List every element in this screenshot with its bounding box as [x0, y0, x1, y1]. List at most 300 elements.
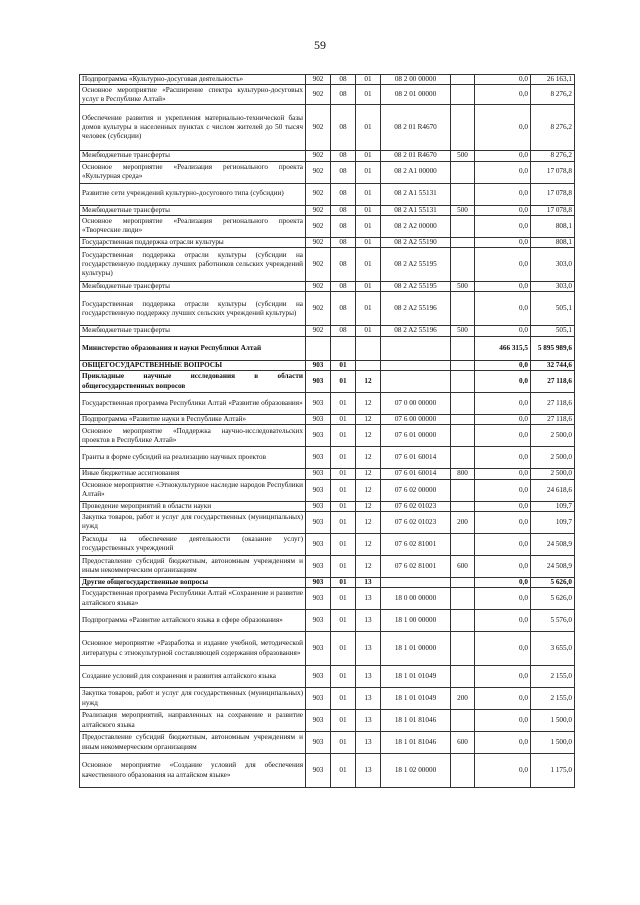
- cell-amount-2: 808,1: [531, 237, 575, 247]
- cell-ved: 903: [306, 469, 331, 479]
- cell-target-article: 18 1 01 00000: [381, 632, 451, 666]
- cell-expense-type: [451, 447, 475, 469]
- cell-expense-type: [451, 533, 475, 555]
- row-name: Другие общегосударственные вопросы: [80, 577, 306, 587]
- table-row: [80, 666, 575, 688]
- cell-target-article: 18 1 02 00000: [381, 754, 451, 788]
- cell-subsection: 13: [356, 666, 381, 688]
- cell-target-article: 07 6 00 00000: [381, 415, 451, 425]
- row-name: Предоставление субсидий бюджетным, автономным учреждениям и иным некоммерческим организациям: [80, 555, 306, 577]
- cell-amount-1: 0,0: [475, 610, 531, 632]
- cell-expense-type: [451, 371, 475, 393]
- budget-table: [79, 74, 575, 788]
- cell-subsection: 12: [356, 425, 381, 447]
- cell-subsection: 01: [356, 205, 381, 215]
- table-row: [80, 415, 575, 425]
- row-name: Министерство образования и науки Республики Алтай: [80, 336, 306, 360]
- cell-expense-type: [451, 248, 475, 282]
- cell-expense-type: 600: [451, 555, 475, 577]
- cell-subsection: [356, 336, 381, 360]
- cell-ved: 903: [306, 688, 331, 710]
- table-row: [80, 710, 575, 732]
- cell-target-article: 18 1 01 81046: [381, 732, 451, 754]
- cell-target-article: [381, 360, 451, 370]
- cell-expense-type: 500: [451, 282, 475, 292]
- table-row: [80, 292, 575, 326]
- cell-target-article: 07 6 02 81001: [381, 555, 451, 577]
- table-row: [80, 371, 575, 393]
- cell-ved: 903: [306, 371, 331, 393]
- cell-target-article: 18 1 00 00000: [381, 610, 451, 632]
- row-name: Гранты в форме субсидий на реализацию научных проектов: [80, 447, 306, 469]
- cell-section: 01: [331, 501, 356, 511]
- row-name: Основное мероприятие «Разработка и издание учебной, методической литературы с этнокультурной составляющей содержания образования»: [80, 632, 306, 666]
- table-row: [80, 632, 575, 666]
- cell-section: 01: [331, 393, 356, 415]
- table-row: [80, 688, 575, 710]
- cell-amount-1: 0,0: [475, 415, 531, 425]
- cell-target-article: 07 6 02 00000: [381, 479, 451, 501]
- cell-subsection: 01: [356, 151, 381, 161]
- cell-expense-type: [451, 105, 475, 151]
- cell-expense-type: 500: [451, 326, 475, 336]
- cell-amount-1: 0,0: [475, 479, 531, 501]
- cell-expense-type: [451, 610, 475, 632]
- table-row: [80, 469, 575, 479]
- cell-section: 08: [331, 105, 356, 151]
- cell-amount-1: 0,0: [475, 511, 531, 533]
- table-row: [80, 205, 575, 215]
- cell-ved: 902: [306, 215, 331, 237]
- cell-section: 01: [331, 732, 356, 754]
- table-row: [80, 282, 575, 292]
- table-row: [80, 393, 575, 415]
- cell-amount-2: 808,1: [531, 215, 575, 237]
- cell-target-article: 08 2 01 R4670: [381, 105, 451, 151]
- table-row: [80, 555, 575, 577]
- table-row: [80, 732, 575, 754]
- cell-amount-2: 8 276,2: [531, 85, 575, 105]
- cell-ved: 903: [306, 555, 331, 577]
- row-name: Развитие сети учреждений культурно-досугового типа (субсидии): [80, 183, 306, 205]
- table-row: [80, 501, 575, 511]
- cell-expense-type: [451, 393, 475, 415]
- cell-expense-type: [451, 237, 475, 247]
- cell-ved: 903: [306, 511, 331, 533]
- cell-subsection: 13: [356, 688, 381, 710]
- row-name: Создание условий для сохранения и развития алтайского языка: [80, 666, 306, 688]
- cell-section: 01: [331, 533, 356, 555]
- cell-amount-2: 2 500,0: [531, 447, 575, 469]
- cell-amount-2: 2 500,0: [531, 425, 575, 447]
- cell-amount-1: 0,0: [475, 151, 531, 161]
- cell-subsection: 13: [356, 577, 381, 587]
- table-row: [80, 151, 575, 161]
- cell-amount-2: 303,0: [531, 248, 575, 282]
- table-row: [80, 577, 575, 587]
- cell-target-article: 08 2 A2 55196: [381, 292, 451, 326]
- cell-subsection: 13: [356, 632, 381, 666]
- cell-section: 01: [331, 577, 356, 587]
- cell-target-article: 07 6 02 01023: [381, 511, 451, 533]
- cell-expense-type: 800: [451, 469, 475, 479]
- row-name: Иные бюджетные ассигнования: [80, 469, 306, 479]
- cell-amount-2: 109,7: [531, 501, 575, 511]
- cell-ved: 902: [306, 292, 331, 326]
- cell-expense-type: [451, 292, 475, 326]
- cell-section: 08: [331, 282, 356, 292]
- cell-amount-2: 27 118,6: [531, 415, 575, 425]
- cell-subsection: 12: [356, 555, 381, 577]
- cell-expense-type: [451, 632, 475, 666]
- table-row: [80, 447, 575, 469]
- cell-ved: 903: [306, 632, 331, 666]
- cell-subsection: 01: [356, 215, 381, 237]
- cell-amount-2: 5 626,0: [531, 588, 575, 610]
- row-name: Государственная поддержка отрасли культуры (субсидии на государственную поддержку лучших работников сельских учреждений культуры): [80, 248, 306, 282]
- cell-amount-1: 0,0: [475, 469, 531, 479]
- cell-section: 01: [331, 415, 356, 425]
- table-row: [80, 237, 575, 247]
- cell-ved: 903: [306, 447, 331, 469]
- cell-amount-1: 0,0: [475, 393, 531, 415]
- cell-target-article: 08 2 01 00000: [381, 85, 451, 105]
- cell-section: 08: [331, 161, 356, 183]
- row-name: Основное мероприятие «Создание условий для обеспечения качественного образования на алтайском языке»: [80, 754, 306, 788]
- cell-subsection: 01: [356, 85, 381, 105]
- cell-amount-2: 303,0: [531, 282, 575, 292]
- table-row: [80, 533, 575, 555]
- cell-amount-1: 0,0: [475, 360, 531, 370]
- cell-amount-1: 0,0: [475, 215, 531, 237]
- cell-ved: 902: [306, 161, 331, 183]
- cell-amount-1: 0,0: [475, 555, 531, 577]
- cell-subsection: 01: [356, 237, 381, 247]
- cell-amount-2: 505,1: [531, 292, 575, 326]
- cell-section: 01: [331, 425, 356, 447]
- cell-ved: 902: [306, 326, 331, 336]
- cell-amount-2: 1 500,0: [531, 732, 575, 754]
- cell-amount-1: 0,0: [475, 588, 531, 610]
- cell-amount-2: 24 618,6: [531, 479, 575, 501]
- cell-section: 08: [331, 151, 356, 161]
- cell-amount-1: 0,0: [475, 75, 531, 85]
- cell-target-article: 07 6 01 60014: [381, 469, 451, 479]
- row-name: Закупка товаров, работ и услуг для государственных (муниципальных) нужд: [80, 688, 306, 710]
- cell-ved: [306, 336, 331, 360]
- table-row: [80, 360, 575, 370]
- cell-amount-1: 0,0: [475, 501, 531, 511]
- cell-amount-2: 27 118,6: [531, 393, 575, 415]
- cell-amount-1: 0,0: [475, 161, 531, 183]
- cell-section: 01: [331, 371, 356, 393]
- cell-target-article: 07 0 00 00000: [381, 393, 451, 415]
- row-name: Основное мероприятие «Поддержка научно-исследовательских проектов в Республике Алтай»: [80, 425, 306, 447]
- cell-amount-1: 0,0: [475, 710, 531, 732]
- cell-section: 08: [331, 183, 356, 205]
- cell-amount-2: 17 078,8: [531, 161, 575, 183]
- table-row: [80, 336, 575, 360]
- cell-subsection: 01: [356, 161, 381, 183]
- row-name: Подпрограмма «Развитие алтайского языка в сфере образования»: [80, 610, 306, 632]
- cell-target-article: [381, 336, 451, 360]
- cell-amount-1: 0,0: [475, 533, 531, 555]
- cell-amount-2: 24 508,9: [531, 533, 575, 555]
- cell-target-article: 08 2 A2 00000: [381, 215, 451, 237]
- cell-amount-2: 1 175,0: [531, 754, 575, 788]
- cell-section: 01: [331, 479, 356, 501]
- cell-subsection: 12: [356, 415, 381, 425]
- cell-amount-1: 0,0: [475, 577, 531, 587]
- cell-amount-1: 0,0: [475, 425, 531, 447]
- cell-amount-2: 8 276,2: [531, 105, 575, 151]
- cell-section: 01: [331, 710, 356, 732]
- cell-target-article: [381, 577, 451, 587]
- cell-subsection: 12: [356, 469, 381, 479]
- cell-ved: 903: [306, 393, 331, 415]
- row-name: Основное мероприятие «Реализация регионального проекта «Творческие люди»: [80, 215, 306, 237]
- cell-amount-2: 3 655,0: [531, 632, 575, 666]
- table-row: [80, 425, 575, 447]
- cell-ved: 903: [306, 588, 331, 610]
- cell-amount-2: 17 078,8: [531, 183, 575, 205]
- cell-amount-1: 0,0: [475, 237, 531, 247]
- cell-expense-type: [451, 336, 475, 360]
- table-row: [80, 248, 575, 282]
- cell-target-article: 08 2 A1 55131: [381, 205, 451, 215]
- table-row: [80, 479, 575, 501]
- cell-ved: 903: [306, 501, 331, 511]
- row-name: Подпрограмма «Культурно-досуговая деятельность»: [80, 75, 306, 85]
- cell-amount-1: 0,0: [475, 371, 531, 393]
- table-row: [80, 326, 575, 336]
- cell-section: 01: [331, 666, 356, 688]
- cell-expense-type: [451, 183, 475, 205]
- cell-target-article: 08 2 A2 55196: [381, 326, 451, 336]
- cell-target-article: 18 0 00 00000: [381, 588, 451, 610]
- cell-section: [331, 336, 356, 360]
- cell-expense-type: 500: [451, 151, 475, 161]
- cell-target-article: 07 6 02 81001: [381, 533, 451, 555]
- cell-expense-type: [451, 479, 475, 501]
- cell-ved: 903: [306, 577, 331, 587]
- cell-amount-2: 27 118,6: [531, 371, 575, 393]
- cell-amount-1: 0,0: [475, 85, 531, 105]
- cell-subsection: 01: [356, 183, 381, 205]
- cell-amount-2: 17 078,8: [531, 205, 575, 215]
- cell-ved: 902: [306, 237, 331, 247]
- cell-amount-2: 5 576,0: [531, 610, 575, 632]
- row-name: Основное мероприятие «Расширение спектра культурно-досуговых услуг в Республике Алтай»: [80, 85, 306, 105]
- cell-ved: 903: [306, 732, 331, 754]
- cell-amount-2: 32 744,6: [531, 360, 575, 370]
- cell-expense-type: 200: [451, 511, 475, 533]
- table-row: [80, 105, 575, 151]
- cell-section: 01: [331, 632, 356, 666]
- cell-subsection: 12: [356, 371, 381, 393]
- cell-amount-2: 505,1: [531, 326, 575, 336]
- cell-section: 08: [331, 248, 356, 282]
- cell-expense-type: [451, 577, 475, 587]
- cell-ved: 902: [306, 282, 331, 292]
- cell-subsection: 01: [356, 75, 381, 85]
- cell-target-article: 08 2 A1 00000: [381, 161, 451, 183]
- cell-section: 08: [331, 292, 356, 326]
- cell-target-article: 07 6 01 60014: [381, 447, 451, 469]
- table-row: [80, 610, 575, 632]
- cell-amount-1: 0,0: [475, 754, 531, 788]
- cell-expense-type: 200: [451, 688, 475, 710]
- cell-section: 01: [331, 688, 356, 710]
- table-row: [80, 754, 575, 788]
- row-name: Межбюджетные трансферты: [80, 326, 306, 336]
- cell-expense-type: [451, 666, 475, 688]
- cell-ved: 903: [306, 479, 331, 501]
- page-number: 59: [314, 38, 326, 52]
- row-name: Проведение мероприятий в области науки: [80, 501, 306, 511]
- cell-section: 08: [331, 215, 356, 237]
- row-name: ОБЩЕГОСУДАРСТВЕННЫЕ ВОПРОСЫ: [80, 360, 306, 370]
- cell-amount-1: 0,0: [475, 447, 531, 469]
- cell-expense-type: [451, 85, 475, 105]
- cell-subsection: 13: [356, 588, 381, 610]
- cell-expense-type: [451, 425, 475, 447]
- table-row: [80, 511, 575, 533]
- cell-target-article: 08 2 A1 55131: [381, 183, 451, 205]
- cell-expense-type: [451, 501, 475, 511]
- cell-expense-type: 500: [451, 205, 475, 215]
- cell-amount-1: 0,0: [475, 282, 531, 292]
- cell-ved: 902: [306, 85, 331, 105]
- cell-subsection: 01: [356, 248, 381, 282]
- row-name: Государственная поддержка отрасли культуры: [80, 237, 306, 247]
- cell-subsection: 12: [356, 501, 381, 511]
- cell-target-article: 08 2 A2 55195: [381, 282, 451, 292]
- cell-section: 01: [331, 511, 356, 533]
- cell-expense-type: [451, 161, 475, 183]
- row-name: Закупка товаров, работ и услуг для государственных (муниципальных) нужд: [80, 511, 306, 533]
- cell-ved: 902: [306, 105, 331, 151]
- cell-subsection: 13: [356, 710, 381, 732]
- cell-subsection: 13: [356, 610, 381, 632]
- cell-section: 01: [331, 610, 356, 632]
- row-name: Основное мероприятие «Реализация регионального проекта «Культурная среда»: [80, 161, 306, 183]
- cell-section: 01: [331, 588, 356, 610]
- cell-section: 08: [331, 205, 356, 215]
- cell-section: 08: [331, 85, 356, 105]
- table-row: [80, 183, 575, 205]
- cell-expense-type: [451, 415, 475, 425]
- cell-subsection: 12: [356, 479, 381, 501]
- row-name: Государственная программа Республики Алтай «Развитие образования»: [80, 393, 306, 415]
- cell-subsection: 12: [356, 393, 381, 415]
- cell-subsection: 13: [356, 732, 381, 754]
- cell-expense-type: [451, 710, 475, 732]
- cell-expense-type: [451, 754, 475, 788]
- cell-ved: 902: [306, 151, 331, 161]
- cell-section: 01: [331, 469, 356, 479]
- table-row: [80, 75, 575, 85]
- cell-amount-1: 0,0: [475, 292, 531, 326]
- cell-amount-1: 0,0: [475, 248, 531, 282]
- cell-amount-1: 0,0: [475, 688, 531, 710]
- cell-target-article: 08 2 A2 55195: [381, 248, 451, 282]
- cell-subsection: 01: [356, 292, 381, 326]
- row-name: Предоставление субсидий бюджетным, автономным учреждениям и иным некоммерческим организациям: [80, 732, 306, 754]
- cell-amount-1: 466 315,5: [475, 336, 531, 360]
- cell-subsection: 01: [356, 282, 381, 292]
- cell-subsection: 12: [356, 511, 381, 533]
- cell-ved: 903: [306, 360, 331, 370]
- cell-expense-type: 600: [451, 732, 475, 754]
- cell-subsection: 12: [356, 447, 381, 469]
- cell-subsection: 13: [356, 754, 381, 788]
- row-name: Реализация мероприятий, направленных на сохранение и развитие алтайского языка: [80, 710, 306, 732]
- cell-target-article: [381, 371, 451, 393]
- cell-subsection: 01: [356, 326, 381, 336]
- row-name: Подпрограмма «Развитие науки в Республике Алтай»: [80, 415, 306, 425]
- cell-amount-2: 2 155,0: [531, 666, 575, 688]
- row-name: Государственная программа Республики Алтай «Сохранение и развитие алтайского языка»: [80, 588, 306, 610]
- cell-ved: 903: [306, 754, 331, 788]
- cell-amount-1: 0,0: [475, 732, 531, 754]
- cell-ved: 903: [306, 666, 331, 688]
- cell-target-article: 18 1 01 01049: [381, 688, 451, 710]
- cell-amount-2: 5 895 989,6: [531, 336, 575, 360]
- cell-expense-type: [451, 215, 475, 237]
- cell-amount-2: 24 508,9: [531, 555, 575, 577]
- table-row: [80, 85, 575, 105]
- row-name: Обеспечение развития и укрепления материально-технической базы домов культуры в населенных пунктах с числом жителей до 50 тысяч человек (субсидии): [80, 105, 306, 151]
- row-name: Государственная поддержка отрасли культуры (субсидии на государственную поддержку лучших сельских учреждений культуры): [80, 292, 306, 326]
- cell-target-article: 08 2 01 R4670: [381, 151, 451, 161]
- cell-amount-2: 109,7: [531, 511, 575, 533]
- cell-ved: 902: [306, 75, 331, 85]
- table-row: [80, 588, 575, 610]
- cell-ved: 902: [306, 248, 331, 282]
- cell-target-article: 07 6 02 01023: [381, 501, 451, 511]
- row-name: Межбюджетные трансферты: [80, 151, 306, 161]
- cell-section: 08: [331, 237, 356, 247]
- cell-section: 01: [331, 555, 356, 577]
- cell-amount-1: 0,0: [475, 632, 531, 666]
- row-name: Расходы на обеспечение деятельности (оказание услуг) государственных учреждений: [80, 533, 306, 555]
- row-name: Основное мероприятие «Этнокультурное наследие народов Республики Алтай»: [80, 479, 306, 501]
- cell-ved: 903: [306, 533, 331, 555]
- cell-amount-2: 26 163,1: [531, 75, 575, 85]
- cell-subsection: 12: [356, 533, 381, 555]
- cell-amount-2: 5 626,0: [531, 577, 575, 587]
- cell-ved: 903: [306, 425, 331, 447]
- cell-amount-1: 0,0: [475, 183, 531, 205]
- table-row: [80, 161, 575, 183]
- cell-expense-type: [451, 75, 475, 85]
- cell-amount-1: 0,0: [475, 105, 531, 151]
- cell-section: 01: [331, 447, 356, 469]
- cell-amount-2: 2 155,0: [531, 688, 575, 710]
- cell-amount-2: 1 500,0: [531, 710, 575, 732]
- cell-ved: 902: [306, 183, 331, 205]
- cell-target-article: 08 2 A2 55190: [381, 237, 451, 247]
- cell-expense-type: [451, 360, 475, 370]
- cell-section: 01: [331, 360, 356, 370]
- cell-section: 01: [331, 754, 356, 788]
- table-row: [80, 215, 575, 237]
- cell-amount-1: 0,0: [475, 666, 531, 688]
- cell-ved: 903: [306, 710, 331, 732]
- cell-target-article: 18 1 01 81046: [381, 710, 451, 732]
- cell-target-article: 18 1 01 01049: [381, 666, 451, 688]
